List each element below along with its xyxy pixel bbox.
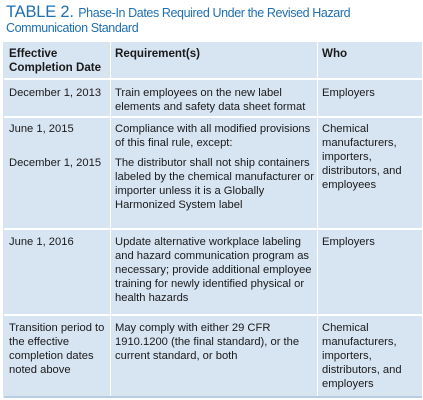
row-date: Transition period to the effective completion dates noted above [9,322,105,376]
table-label: TABLE 2. [6,3,74,21]
row-who: Chemical manufacturers, importers, distributors, and employees [322,123,402,191]
row-requirement-secondary: The distributor shall not ship containers labeled by the chemical manufacturer or importer unless it is a Globally Harmonized System label [115,157,314,211]
header-col1-line2: Completion Date [9,61,102,74]
row-who: Chemical manufacturers, importers, distributors, and employers [322,322,402,390]
table-caption [6,4,416,35]
header-who: Who [322,47,348,60]
header-effective-completion-date [9,47,109,75]
row-who: Employers [322,236,375,248]
table-row [4,316,422,396]
header-col1-line1: Effective [9,47,58,60]
header-requirements: Requirement(s) [115,47,201,60]
phase-in-table [3,42,422,398]
table-title-line2: Communication Standard [6,20,139,35]
table-row [4,80,422,116]
row-date: June 1, 2016 [9,236,74,248]
table-row [4,230,422,314]
row-date: December 1, 2013 [9,87,102,99]
row-date-secondary: December 1, 2015 [9,157,102,169]
row-requirement: Update alternative workplace labeling and hazard communication program as necessary; provide additional employee training for newly identified physical or health hazards [115,236,312,304]
table-title-line1: Phase-In Dates Required Under the Revised Hazard [78,6,351,20]
row-requirement: Compliance with all modified provisions of this final rule, except: [115,123,311,149]
row-date: June 1, 2015 [9,123,74,135]
row-requirement: May comply with either 29 CFR 1910.1200 (the final standard), or the current standard, or both [115,322,300,362]
table-bottom-rule [4,396,422,398]
table-header-row [4,42,422,80]
row-requirement: Train employees on the new label elements and safety data sheet format [115,87,306,113]
table-row [4,118,422,228]
row-who: Employers [322,87,375,99]
